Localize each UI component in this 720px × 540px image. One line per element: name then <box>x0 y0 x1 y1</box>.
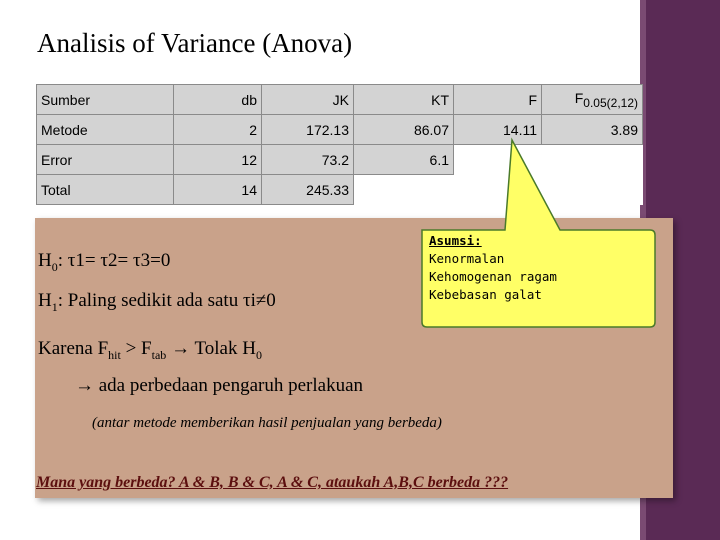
cell-db: 14 <box>174 175 262 205</box>
callout-line: Kenormalan <box>429 251 505 266</box>
cell-f: 14.11 <box>454 115 542 145</box>
header-sumber: Sumber <box>37 85 174 115</box>
effect-statement: → ada perbedaan pengaruh perlakuan <box>75 375 364 396</box>
assumptions-callout <box>429 232 557 304</box>
cell-kt: 6.1 <box>354 145 454 175</box>
cell-kt: 86.07 <box>354 115 454 145</box>
follow-up-question: Mana yang berbeda? A & B, B & C, A & C, ataukah A,B,C berbeda ??? <box>36 474 509 491</box>
callout-line: Kehomogenan ragam <box>429 269 557 284</box>
cell-jk: 172.13 <box>262 115 354 145</box>
cell-source: Total <box>37 175 174 205</box>
header-kt: KT <box>354 85 454 115</box>
cell-f-table: 3.89 <box>542 115 643 145</box>
header-jk: JK <box>262 85 354 115</box>
callout-heading: Asumsi: <box>429 233 482 248</box>
cell-jk: 73.2 <box>262 145 354 175</box>
cell-db: 12 <box>174 145 262 175</box>
arrow-icon: → <box>75 375 94 396</box>
arrow-icon: → <box>171 338 191 359</box>
null-hypothesis: $H_0$: τ1= τ2= τ3=0 <box>38 250 171 274</box>
cell-source: Metode <box>37 115 174 145</box>
header-db: db <box>174 85 262 115</box>
header-f: F <box>454 85 542 115</box>
page-title: Analisis of Variance (Anova) <box>37 28 353 58</box>
conclusion-line: Karena $F_{hit} > F_{tab}$ → Tolak $H_0$ <box>38 338 262 362</box>
header-f-table: $F_{0.05(2,12)}$ <box>542 85 643 115</box>
interpretation-note: (antar metode memberikan hasil penjualan yang berbeda) <box>92 415 442 431</box>
cell-jk: 245.33 <box>262 175 354 205</box>
cell-source: Error <box>37 145 174 175</box>
alternative-hypothesis: $H_1$: Paling sedikit ada satu τi≠0 <box>38 290 276 314</box>
callout-line: Kebebasan galat <box>429 287 542 302</box>
cell-db: 2 <box>174 115 262 145</box>
